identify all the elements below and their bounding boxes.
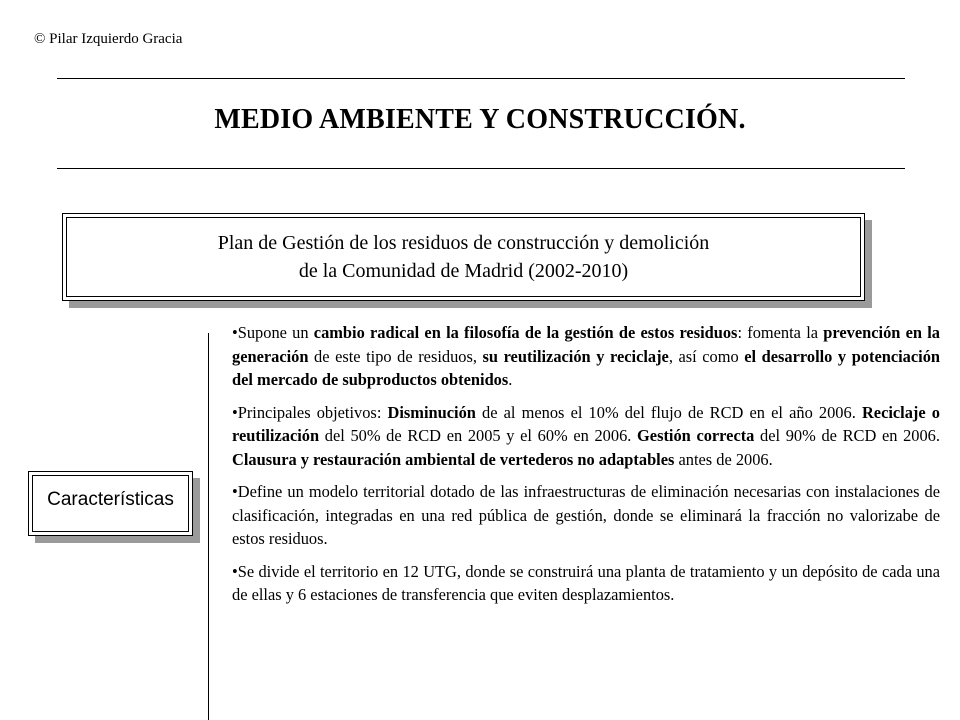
bullet-text: , así como	[668, 346, 745, 366]
bullet-item	[232, 401, 940, 472]
bullet-text: antes de 2006.	[674, 449, 773, 469]
bullet-bold-text: prevención en la generación	[232, 323, 941, 366]
bullet-text: de este tipo de residuos,	[308, 346, 483, 366]
plan-title-text	[63, 229, 864, 285]
bullet-text: •Define un modelo territorial dotado de las infraestructuras de eliminación necesarias con instalaciones de clasificación, integradas en una red pública de gestión, donde se eliminará la fracción no valorizabe de estos residuos.	[232, 482, 940, 548]
bullet-text: •Se divide el territorio en 12 UTG, donde se construirá una planta de tratamiento y un depósito de cada una de ellas y 6 estaciones de transferencia que eviten desplazamientos.	[232, 561, 940, 604]
bullet-bold-text: Reciclaje o reutilización	[232, 402, 940, 445]
copyright-text: © Pilar Izquierdo Gracia	[34, 31, 183, 47]
bullet-bold-text: Gestión correcta	[637, 426, 755, 445]
bullet-item	[232, 560, 940, 607]
bullet-text: de al menos el 10% del flujo de RCD en el año 2006.	[475, 402, 862, 422]
bullet-text: : fomenta la	[737, 323, 824, 342]
bullet-text: del 90% de RCD en 2006.	[754, 426, 940, 445]
bullet-text: .	[508, 370, 513, 389]
bullet-text: del 50% de RCD en 2005 y el 60% en 2006.	[319, 426, 638, 445]
bottom-divider	[57, 168, 905, 169]
bullet-bold-text: el desarrollo y potenciación del mercado de subproductos obtenidos	[232, 346, 941, 389]
bullet-item	[232, 480, 940, 551]
vertical-divider	[208, 333, 209, 720]
bullet-bold-text: Clausura y restauración ambiental de vertederos no adaptables	[232, 449, 675, 469]
bullet-text: •Supone un	[232, 323, 314, 342]
bullet-bold-text: Disminución	[387, 402, 476, 422]
side-label-box	[28, 471, 193, 536]
plan-title-box	[62, 213, 865, 301]
bullet-item	[232, 321, 940, 392]
plan-title-line-1: Plan de Gestión de los residuos de construcción y demolición	[217, 232, 710, 254]
bullet-bold-text: su reutilización y reciclaje	[482, 346, 669, 366]
page-title: MEDIO AMBIENTE Y CONSTRUCCIÓN.	[214, 104, 746, 135]
side-label-text: Características	[47, 489, 174, 510]
plan-title-line-2: de la Comunidad de Madrid (2002-2010)	[298, 260, 629, 282]
top-divider	[57, 78, 905, 79]
bullet-text: •Principales objetivos:	[232, 402, 388, 422]
bullet-bold-text: cambio radical en la filosofía de la gestión de estos residuos	[313, 323, 738, 342]
bullet-list	[232, 321, 940, 616]
